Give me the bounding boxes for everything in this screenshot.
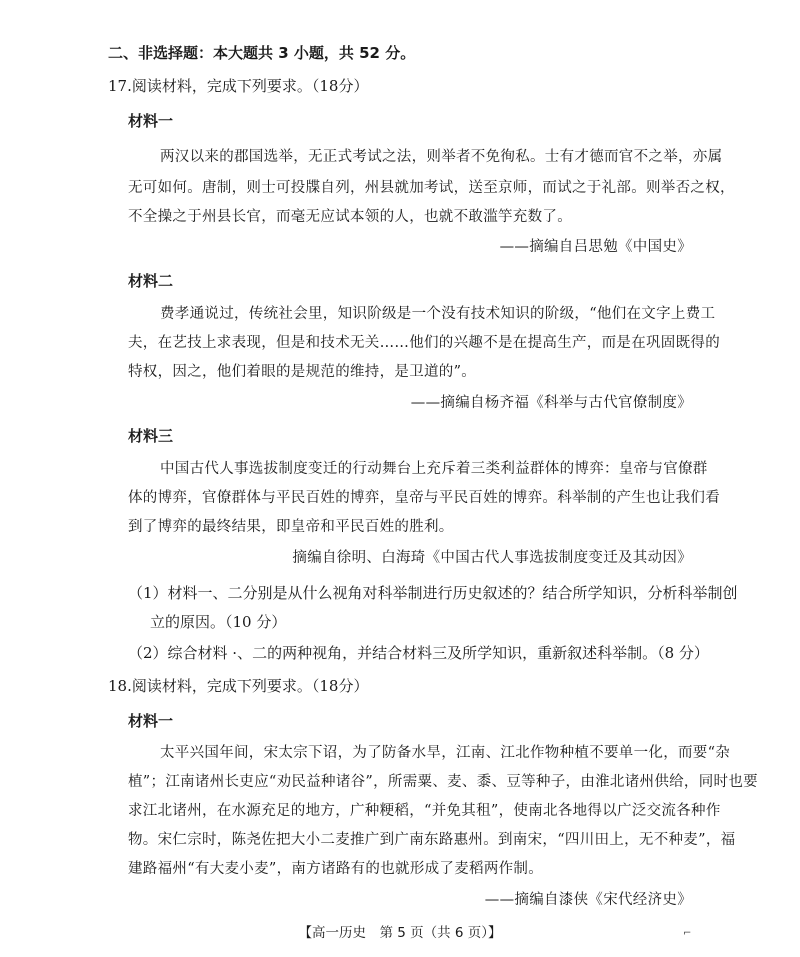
q17-m3-line-1: 中国古代人事选拔制度变迁的行动舞台上充斥着三类利益群体的博弈：皇帝与官僚群 [160, 461, 708, 477]
q17-m2-line-1: 费孝通说过，传统社会里，知识阶级是一个没有技术知识的阶级，“他们在文字上费工 [160, 306, 716, 322]
q18-m1-source: ——摘编自漆侠《宋代经济史》 [484, 892, 692, 908]
q17-m3-line-2: 体的博弈，官僚群体与平民百姓的博弈，皇帝与平民百姓的博弈。科举制的产生也让我们看 [128, 490, 720, 506]
q17-m3-line-3: 到了博弈的最终结果，即皇帝和平民百姓的胜利。 [128, 519, 454, 535]
q18-m1-line-4: 物。宋仁宗时，陈尧佐把大小二麦推广到广南东路惠州。到南宋，“四川田上，无不种麦”，福 [128, 832, 736, 848]
q17-m1-line-2: 无可如何。唐制，则士可投牒自列，州县就加考试，送至京师，而试之于礼部。则举否之权， [128, 180, 735, 196]
q18-title: 18.阅读材料，完成下列要求。（18分） [108, 677, 369, 695]
q18-m1-line-2: 植”；江南诸州长吏应“劝民益种诸谷”，所需粟、麦、黍、豆等种子，由淮北诸州供给，同时也要 [128, 774, 758, 790]
q17-title: 17.阅读材料，完成下列要求。（18分） [108, 77, 369, 95]
q17-subquestion-1-cont: 立的原因。（10 分） [150, 613, 287, 631]
q17-subquestion-2: （2）综合材料 ·、二的两种视角，并结合材料三及所学知识，重新叙述科举制。（8 分） [128, 644, 709, 662]
q17-material-3-label: 材料三 [128, 427, 174, 445]
q18-m1-line-1: 太平兴国年间，宋太宗下诏，为了防备水旱，江南、江北作物种植不要单一化，而要“杂 [160, 745, 731, 761]
q17-material-2-label: 材料二 [128, 272, 174, 290]
corner-mark: ⌐ [683, 928, 692, 939]
q17-m1-source: ——摘编自吕思勉《中国史》 [499, 239, 692, 255]
q17-m3-source: 摘编自徐明、白海琦《中国古代人事选拔制度变迁及其动因》 [292, 550, 692, 566]
q17-m1-line-1: 两汉以来的郡国选举，无正式考试之法，则举者不免徇私。士有才德而官不之举，亦属 [160, 149, 723, 165]
q17-m2-line-2: 夫，在艺技上求表现，但是和技术无关……他们的兴趣不是在提高生产，而是在巩固既得的 [128, 335, 720, 351]
q17-material-1-label: 材料一 [128, 112, 174, 130]
q17-subquestion-1: （1）材料一、二分别是从什么视角对科举制进行历史叙述的？结合所学知识，分析科举制创 [128, 584, 738, 602]
page-footer: 【高一历史 第 5 页（共 6 页）】 [298, 925, 502, 941]
q18-m1-line-3: 求江北诸州，在水源充足的地方，广种粳稻，“并免其租”，使南北各地得以广泛交流各种作 [128, 803, 721, 819]
q17-m2-source: ——摘编自杨齐福《科举与古代官僚制度》 [410, 395, 692, 411]
q18-m1-line-5: 建路福州“有大麦小麦”，南方诸路有的也就形成了麦稻两作制。 [128, 861, 544, 877]
q17-m1-line-3: 不全操之于州县长官，而毫无应试本领的人，也就不敢滥竽充数了。 [128, 209, 572, 225]
q18-material-1-label: 材料一 [128, 712, 174, 730]
section-title: 二、非选择题：本大题共 3 小题，共 52 分。 [108, 44, 416, 62]
q17-m2-line-3: 特权，因之，他们着眼的是规范的维持，是卫道的”。 [128, 364, 477, 380]
